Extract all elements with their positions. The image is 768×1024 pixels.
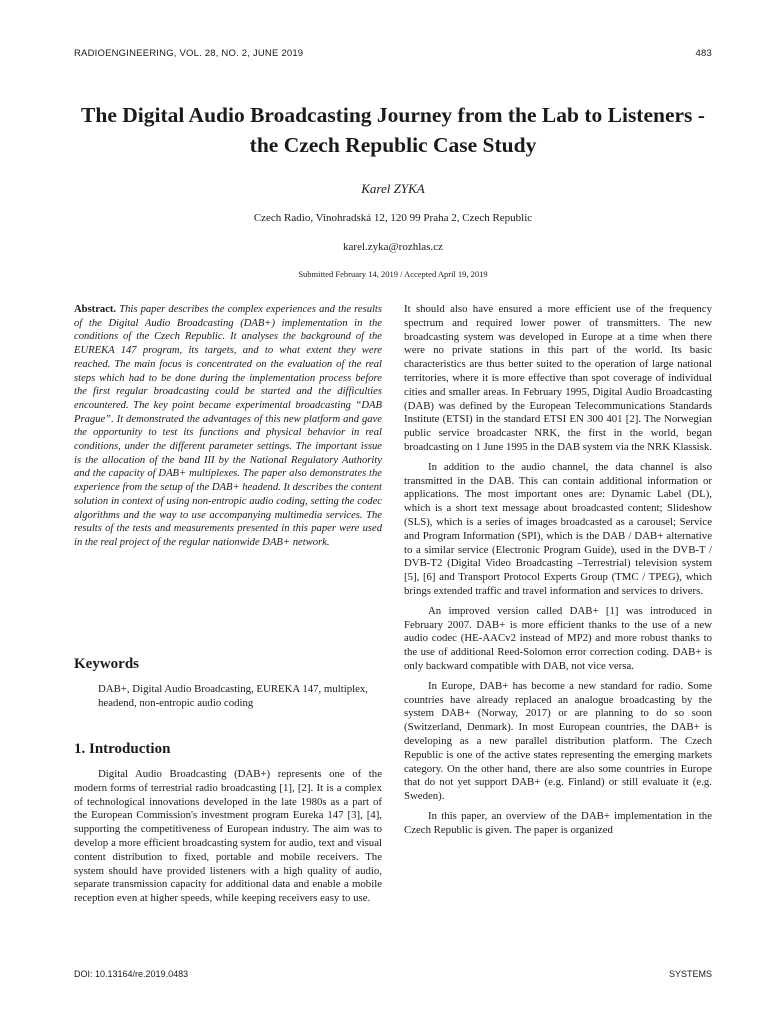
author-name: Karel ZYKA: [361, 181, 425, 196]
running-header: [74, 48, 712, 62]
journal-name: RADIOENGINEERING, VOL. 28, NO. 2, JUNE 2019: [74, 48, 304, 59]
right-column: [404, 303, 712, 837]
intro-paragraph: It should also have ensured a more efficient use of the frequency spectrum and required lower power of transmitters. The new broadcasting system was developed in Europe at a time when there were no private stations in this part of the world. Its basic characteristics are thus better suited to the operation of large national territories, where it is more effective than spot coverage of individual cities and smaller areas. In February 1995, Digital Audio Broadcasting (DAB) was defined by the European Telecommunications Standards Institute (ETSI) in the standard ETSI EN 300 401 [2]. The Norwegian public service broadcaster NRK, the first in the world, began broadcasting on 1 June 1995 in the DAB system via the NRK Klassisk.: [404, 303, 712, 453]
intro-paragraph: In Europe, DAB+ has become a new standard for radio. Some countries have already replaced an analogue broadcasting by the system DAB+ (Norway, 2017) or are planning to do so soon (Switzerland, Denmark). In most European countries, the DAB+ is developing as a new parallel distribution platform. The Czech Republic is one of the active states representing the emerging markets category. On the other hand, there are also some countries in Europe that do not yet support DAB+ (e.g. Finland) or still evaluate it (e.g. Sweden).: [404, 679, 712, 803]
introduction-heading: 1. Introduction: [74, 741, 171, 757]
page-footer: [74, 969, 712, 983]
keywords-heading: Keywords: [74, 656, 139, 672]
intro-paragraph: Digital Audio Broadcasting (DAB+) represents one of the modern forms of terrestrial radio broadcasting [1], [2]. It is a complex of technological innovations developed in the late 1980s as a part of the European Commission's investment program Eureka 147 [3], [4], supporting the competitiveness of European industry. The aim was to develop a more efficient broadcasting system for audio, text and visual content distribution to fixed, portable and mobile receivers. The system should have provided listeners with a high quality of audio, separate transmission capacity for additional data and enable a mobile reception even at higher speeds, while keeping receivers easy to use.: [74, 768, 382, 905]
intro-paragraph: In this paper, an overview of the DAB+ implementation in the Czech Republic is given. The paper is organized: [404, 809, 712, 836]
author-affiliation: Czech Radio, Vinohradská 12, 120 99 Praha 2, Czech Republic: [253, 212, 533, 224]
abstract-text: This paper describes the complex experiences and the results of the Digital Audio Broadcasting (DAB+) implementation in the conditions of the Czech Republic. It analyses the background of the EUREKA 147 program, its targets, and to what extent they were reached. The main focus is concentrated on the evaluation of the real steps which had to be done during the implementation process before the first regular broadcasting could be started and the difficulties encountered. The key point became experimental broadcasting “DAB Prague”. It demonstrated the advantages of this new platform and gave the opportunity to test its functions and physical behavior in real conditions, under the different parameter settings. The important issue is the allocation of the band III by the National Regulatory Authority and the capacity of DAB+ multiplexes. The paper also demonstrates the experience from the setup of the DAB+ headend. It describes the content solution in context of using non-entropic audio coding, setting the codec algorithms and the way to use accompanying multimedia services. The results of the tests and measurements presented in this paper were used in the real project of the regular nationwide DAB+ network.: [74, 304, 383, 548]
page-number: 483: [695, 48, 712, 59]
keywords-text: DAB+, Digital Audio Broadcasting, EUREKA 147, multiplex, headend, non-entropic audio coding: [98, 683, 368, 709]
intro-paragraph: An improved version called DAB+ [1] was introduced in February 2007. DAB+ is more efficient thanks to the use of a new audio codec (HE-AACv2 instead of MP2) and more robust thanks to the use of additional Reed-Solomon error correction coding. DAB+ is only backward compatible with DAB, not vice versa.: [404, 604, 712, 672]
journal-section: SYSTEMS: [668, 969, 712, 979]
doi: DOI: 10.13164/re.2019.0483: [74, 969, 189, 979]
submission-dates: Submitted February 14, 2019 / Accepted April 19, 2019: [298, 269, 488, 279]
abstract-label: Abstract.: [74, 304, 117, 315]
abstract: [74, 303, 382, 550]
author-email: karel.zyka@rozhlas.cz: [343, 241, 443, 253]
intro-paragraph: In addition to the audio channel, the data channel is also transmitted in the DAB. This can contain additional information or applications. The most important ones are: Dynamic Label (DL), which is a short text message about broadcasted content; Slideshow (SLS), which is a series of images broadcasted as a carousel; Service and Program Information (SPI), which is the DAB / DAB+ alternative to a similar service (Electronic Program Guide), used in the DVB-T / DVB-T2 (Digital Video Broadcasting –Terrestrial) television system [5], [6] and Transport Protocol Experts Group (TMC / TPEG), which brings extended traffic and travel information and services to drivers.: [404, 460, 712, 597]
paper-title: The Digital Audio Broadcasting Journey from the Lab to Listeners - the Czech Republic Case Study: [81, 103, 705, 157]
introduction-left-column: [74, 768, 382, 906]
